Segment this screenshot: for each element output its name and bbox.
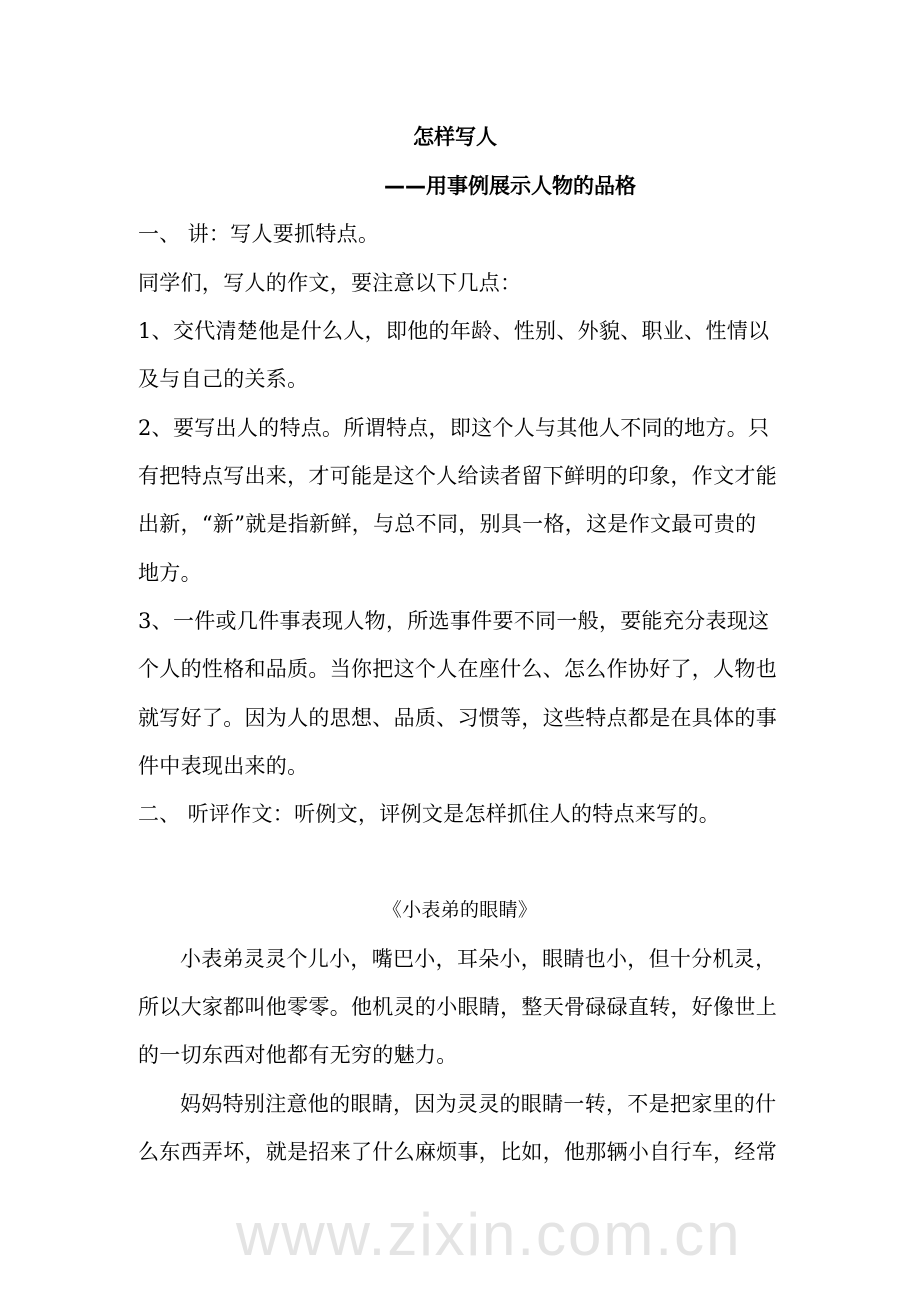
essay-line: 的一切东西对他都有无穷的魅力。: [138, 1043, 458, 1067]
section-heading-1: 一、 讲：写人要抓特点。: [138, 222, 380, 246]
essay-line: 妈妈特别注意他的眼睛，因为灵灵的眼睛一转，不是把家里的什: [180, 1092, 777, 1116]
essay-line: 小表弟灵灵个儿小，嘴巴小，耳朵小，眼睛也小，但十分机灵，: [180, 947, 777, 971]
essay-title: 《小表弟的眼睛》: [382, 899, 538, 921]
essay-line: 所以大家都叫他零零。他机灵的小眼睛，整天骨碌碌直转，好像世上: [138, 995, 777, 1019]
body-line: 就写好了。因为人的思想、品质、习惯等，这些特点都是在具体的事: [138, 706, 777, 730]
watermark: www.zixin.com.cn: [236, 1201, 742, 1268]
body-line: 件中表现出来的。: [138, 754, 309, 778]
body-line: 地方。: [138, 561, 202, 585]
body-line: 及与自己的关系。: [138, 367, 309, 391]
essay-line: 么东西弄坏，就是招来了什么麻烦事，比如，他那辆小自行车，经常: [138, 1140, 777, 1164]
body-line: 2、要写出人的特点。所谓特点，即这个人与其他人不同的地方。只: [138, 416, 770, 440]
page-subtitle: ——用事例展示人物的品格: [384, 174, 636, 198]
body-line: 有把特点写出来，才可能是这个人给读者留下鲜明的印象，作文才能: [138, 464, 777, 488]
body-line: 出新，“新”就是指新鲜，与总不同，别具一格，这是作文最可贵的: [138, 512, 757, 536]
section-heading-2: 二、 听评作文：听例文，评例文是怎样抓住人的特点来写的。: [138, 802, 721, 826]
body-line: 个人的性格和品质。当你把这个人在座什么、怎么作协好了，人物也: [138, 657, 777, 681]
page-title: 怎样写人: [413, 125, 497, 149]
body-line: 1、交代清楚他是什么人，即他的年龄、性别、外貌、职业、性情以: [138, 319, 770, 343]
body-line: 3、一件或几件事表现人物，所选事件要不同一般，要能充分表现这: [138, 609, 770, 633]
body-line: 同学们，写人的作文，要注意以下几点：: [138, 271, 522, 295]
